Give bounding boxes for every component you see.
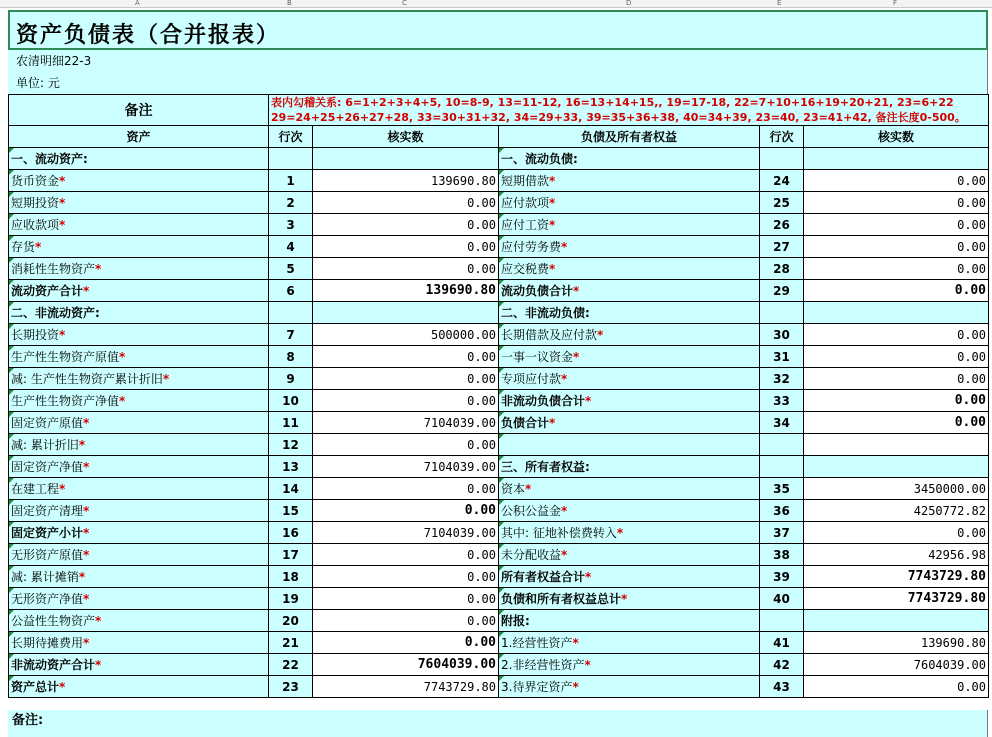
right-label-cell[interactable] (499, 522, 760, 544)
left-label-cell[interactable] (9, 258, 269, 280)
right-label-cell[interactable] (499, 214, 760, 236)
left-item-label: 固定资产原值 (11, 416, 84, 430)
right-label-cell[interactable] (499, 676, 760, 698)
left-value-input[interactable]: 0.00 (313, 346, 499, 368)
left-value-input[interactable]: 0.00 (313, 258, 499, 280)
right-item-label: 一、流动负债: (501, 152, 578, 166)
right-value-input[interactable]: 0.00 (804, 280, 989, 302)
left-value-input[interactable]: 0.00 (313, 478, 499, 500)
left-line-no: 23 (269, 676, 313, 698)
left-label-cell[interactable] (9, 236, 269, 258)
table-row (9, 214, 989, 236)
right-item-label: 2.非经营性资产 (501, 658, 585, 672)
left-line-no: 9 (269, 368, 313, 390)
left-label-cell[interactable] (9, 412, 269, 434)
right-item-label: 非流动负债合计 (501, 394, 586, 408)
table-row (9, 456, 989, 478)
footer-note: 备注: (12, 713, 44, 728)
left-item-label: 无形资产净值 (11, 592, 84, 606)
right-line-no: 27 (760, 236, 804, 258)
required-mark: * (621, 592, 628, 606)
required-mark: * (59, 328, 66, 342)
right-line-no: 43 (760, 676, 804, 698)
right-line-no: 28 (760, 258, 804, 280)
right-label-cell[interactable] (499, 610, 760, 632)
right-label-cell[interactable] (499, 390, 760, 412)
table-row (9, 390, 989, 412)
table-row (9, 236, 989, 258)
left-item-label: 货币资金 (11, 174, 60, 188)
required-mark: * (119, 394, 126, 408)
left-line-no (269, 148, 313, 170)
left-item-label: 减: 累计折旧 (11, 438, 79, 452)
left-line-no: 3 (269, 214, 313, 236)
required-mark: * (561, 240, 568, 254)
right-label-cell[interactable] (499, 566, 760, 588)
right-label-cell[interactable] (499, 236, 760, 258)
required-mark: * (78, 438, 86, 452)
header-verified2[interactable]: 核实数 (804, 126, 989, 148)
left-line-no: 14 (269, 478, 313, 500)
right-value-input[interactable]: 0.00 (804, 258, 989, 280)
left-line-no: 17 (269, 544, 313, 566)
left-label-cell[interactable] (9, 566, 269, 588)
left-item-label: 固定资产小计 (11, 526, 84, 540)
left-value-input[interactable]: 500000.00 (313, 324, 499, 346)
table-row (9, 324, 989, 346)
left-value-input[interactable]: 0.00 (313, 632, 499, 654)
table-row (9, 676, 989, 698)
right-line-no: 38 (760, 544, 804, 566)
right-value-input[interactable] (804, 302, 989, 324)
right-value-input[interactable]: 42956.98 (804, 544, 989, 566)
left-item-label: 一、流动资产: (11, 152, 88, 166)
required-mark: * (95, 262, 102, 276)
right-item-label: 应交税费 (501, 262, 550, 276)
left-label-cell[interactable] (9, 654, 269, 676)
left-item-label: 应收款项 (11, 218, 60, 232)
right-label-cell[interactable] (499, 258, 760, 280)
left-label-cell[interactable] (9, 170, 269, 192)
left-label-cell[interactable] (9, 192, 269, 214)
note-label: 备注 (124, 103, 153, 119)
header-verified[interactable]: 核实数 (313, 126, 499, 148)
right-label-cell[interactable] (499, 148, 760, 170)
left-label-cell[interactable] (9, 280, 269, 302)
left-value-input[interactable]: 0.00 (313, 214, 499, 236)
left-line-no (269, 302, 313, 324)
right-value-input[interactable]: 0.00 (804, 214, 989, 236)
left-label-cell[interactable] (9, 456, 269, 478)
left-item-label: 生产性生物资产原值 (11, 350, 120, 364)
right-line-no (760, 148, 804, 170)
right-line-no: 37 (760, 522, 804, 544)
table-row (9, 478, 989, 500)
required-mark: * (83, 548, 90, 562)
left-item-label: 长期待摊费用 (11, 636, 84, 650)
left-label-cell[interactable] (9, 588, 269, 610)
right-item-label: 附报: (501, 614, 530, 628)
right-label-cell[interactable] (499, 588, 760, 610)
right-value-input[interactable]: 0.00 (804, 346, 989, 368)
table-row (9, 566, 989, 588)
required-mark: * (59, 174, 66, 188)
left-line-no: 15 (269, 500, 313, 522)
right-item-label: 所有者权益合计 (501, 570, 586, 584)
left-item-label: 长期投资 (11, 328, 60, 342)
required-mark: * (83, 526, 90, 540)
table-row (9, 170, 989, 192)
required-mark: * (597, 328, 604, 342)
note-row (9, 95, 989, 126)
left-label-cell[interactable] (9, 610, 269, 632)
table-row (9, 258, 989, 280)
header-asset[interactable]: 资产 (9, 126, 269, 148)
right-value-input[interactable] (804, 610, 989, 632)
left-item-label: 减: 生产性生物资产累计折旧 (11, 372, 163, 386)
left-line-no: 8 (269, 346, 313, 368)
right-line-no: 34 (760, 412, 804, 434)
right-label-cell[interactable] (499, 346, 760, 368)
required-mark: * (572, 636, 579, 650)
required-mark: * (549, 174, 556, 188)
left-value-input[interactable] (313, 148, 499, 170)
right-item-label: 流动负债合计 (501, 284, 574, 298)
right-line-no: 36 (760, 500, 804, 522)
table-row (9, 434, 989, 456)
required-mark: * (549, 416, 556, 430)
required-mark: * (83, 416, 90, 430)
left-line-no: 18 (269, 566, 313, 588)
note-rule-cell[interactable] (269, 95, 989, 126)
left-label-cell[interactable] (9, 522, 269, 544)
left-value-input[interactable]: 0.00 (313, 500, 499, 522)
left-value-input[interactable]: 7604039.00 (313, 654, 499, 676)
required-mark: * (59, 482, 66, 496)
right-item-label: 三、所有者权益: (501, 460, 590, 474)
right-line-no: 25 (760, 192, 804, 214)
col-letter-a[interactable]: A (135, 0, 140, 7)
right-label-cell[interactable] (499, 632, 760, 654)
header-liab[interactable]: 负债及所有者权益 (499, 126, 760, 148)
required-mark: * (83, 284, 90, 298)
required-mark: * (584, 658, 591, 672)
left-value-input[interactable]: 0.00 (313, 390, 499, 412)
required-mark: * (83, 504, 90, 518)
unit-line: 单位: 元 (16, 76, 60, 90)
unit-cell[interactable] (8, 72, 988, 94)
required-mark: * (573, 350, 580, 364)
table-row (9, 192, 989, 214)
right-value-input[interactable]: 139690.80 (804, 632, 989, 654)
right-value-input[interactable] (804, 148, 989, 170)
balance-sheet-table (8, 94, 989, 698)
left-value-input[interactable]: 139690.80 (313, 170, 499, 192)
report-title: 资产负债表（合并报表） (16, 23, 281, 48)
left-item-label: 公益性生物资产 (11, 614, 96, 628)
title-cell[interactable] (8, 10, 988, 50)
left-label-cell[interactable] (9, 324, 269, 346)
required-mark: * (616, 526, 624, 540)
left-line-no: 12 (269, 434, 313, 456)
left-label-cell[interactable] (9, 368, 269, 390)
table-row (9, 522, 989, 544)
left-label-cell[interactable] (9, 478, 269, 500)
footer-note-cell[interactable] (8, 710, 988, 737)
table-row (9, 302, 989, 324)
header-line[interactable]: 行次 (269, 126, 313, 148)
required-mark: * (83, 460, 90, 474)
right-value-input[interactable] (804, 456, 989, 478)
left-line-no: 16 (269, 522, 313, 544)
col-letter-f[interactable]: F (893, 0, 898, 7)
right-value-input[interactable]: 7743729.80 (804, 588, 989, 610)
left-label-cell[interactable] (9, 544, 269, 566)
left-label-cell[interactable] (9, 434, 269, 456)
left-value-input[interactable]: 0.00 (313, 368, 499, 390)
table-row (9, 632, 989, 654)
left-line-no: 2 (269, 192, 313, 214)
table-row (9, 544, 989, 566)
column-header-bar (0, 0, 992, 8)
required-mark: * (549, 262, 556, 276)
table-row (9, 368, 989, 390)
required-mark: * (162, 372, 170, 386)
right-label-cell[interactable] (499, 280, 760, 302)
right-line-no: 30 (760, 324, 804, 346)
note-label-cell[interactable] (9, 95, 269, 126)
left-value-input[interactable]: 0.00 (313, 434, 499, 456)
left-line-no: 19 (269, 588, 313, 610)
right-line-no: 40 (760, 588, 804, 610)
left-label-cell[interactable] (9, 500, 269, 522)
right-line-no: 42 (760, 654, 804, 676)
right-line-no: 39 (760, 566, 804, 588)
right-item-label: 专项应付款 (501, 372, 562, 386)
left-value-input[interactable]: 0.00 (313, 566, 499, 588)
right-line-no (760, 302, 804, 324)
right-line-no: 41 (760, 632, 804, 654)
required-mark: * (561, 548, 568, 562)
required-mark: * (585, 394, 592, 408)
required-mark: * (549, 196, 556, 210)
header-line2[interactable]: 行次 (760, 126, 804, 148)
left-line-no: 6 (269, 280, 313, 302)
right-line-no (760, 610, 804, 632)
left-line-no: 20 (269, 610, 313, 632)
right-item-label: 应付工资 (501, 218, 550, 232)
left-label-cell[interactable] (9, 390, 269, 412)
left-value-input[interactable]: 0.00 (313, 544, 499, 566)
left-item-label: 非流动资产合计 (11, 658, 96, 672)
left-item-label: 固定资产清理 (11, 504, 84, 518)
right-label-cell[interactable] (499, 654, 760, 676)
right-line-no: 35 (760, 478, 804, 500)
left-label-cell[interactable] (9, 632, 269, 654)
right-label-cell[interactable] (499, 368, 760, 390)
right-line-no: 33 (760, 390, 804, 412)
required-mark: * (83, 592, 90, 606)
right-value-input[interactable]: 4250772.82 (804, 500, 989, 522)
right-value-input[interactable]: 0.00 (804, 236, 989, 258)
right-value-input[interactable]: 0.00 (804, 368, 989, 390)
left-line-no: 10 (269, 390, 313, 412)
required-mark: * (561, 504, 568, 518)
left-value-input[interactable]: 0.00 (313, 588, 499, 610)
header-row (9, 126, 989, 148)
right-item-label: 应付劳务费 (501, 240, 562, 254)
required-mark: * (83, 636, 90, 650)
right-value-input[interactable]: 0.00 (804, 676, 989, 698)
right-line-no: 32 (760, 368, 804, 390)
right-item-label: 负债合计 (501, 416, 550, 430)
left-value-input[interactable]: 0.00 (313, 192, 499, 214)
col-letter-c[interactable]: C (402, 0, 407, 7)
left-line-no: 13 (269, 456, 313, 478)
right-value-input[interactable] (804, 434, 989, 456)
right-line-no: 31 (760, 346, 804, 368)
col-letter-e[interactable]: E (777, 0, 782, 7)
right-label-cell[interactable] (499, 324, 760, 346)
right-item-label: 资本 (501, 482, 526, 496)
required-mark: * (525, 482, 532, 496)
right-line-no (760, 456, 804, 478)
required-mark: * (561, 372, 568, 386)
right-item-label: 公积公益金 (501, 504, 562, 518)
left-item-label: 消耗性生物资产 (11, 262, 96, 276)
right-item-label: 其中: 征地补偿费转入 (501, 526, 617, 540)
right-item-label: 负债和所有者权益总计 (501, 592, 622, 606)
left-item-label: 无形资产原值 (11, 548, 84, 562)
right-value-input[interactable]: 0.00 (804, 390, 989, 412)
right-item-label: 未分配收益 (501, 548, 562, 562)
left-label-cell[interactable] (9, 676, 269, 698)
required-mark: * (549, 218, 556, 232)
right-value-input[interactable]: 0.00 (804, 324, 989, 346)
left-item-label: 生产性生物资产净值 (11, 394, 120, 408)
left-item-label: 短期投资 (11, 196, 60, 210)
left-item-label: 二、非流动资产: (11, 306, 100, 320)
left-label-cell[interactable] (9, 214, 269, 236)
org-line: 农清明细22-3 (16, 54, 92, 68)
table-row (9, 346, 989, 368)
right-line-no: 26 (760, 214, 804, 236)
left-item-label: 流动资产合计 (11, 284, 84, 298)
required-mark: * (59, 680, 66, 694)
left-line-no: 4 (269, 236, 313, 258)
note-rule-line2: 29=24+25+26+27+28, 33=30+31+32, 34=29+33, 39=35+36+38, 40=34+39, 23=40, 23=41+42, 备注长度0-500。 (271, 111, 966, 124)
required-mark: * (95, 658, 102, 672)
left-value-input[interactable]: 7104039.00 (313, 412, 499, 434)
col-letter-b[interactable]: B (287, 0, 292, 7)
table-row (9, 412, 989, 434)
left-line-no: 5 (269, 258, 313, 280)
right-label-cell[interactable] (499, 412, 760, 434)
right-label-cell[interactable] (499, 500, 760, 522)
required-mark: * (95, 614, 102, 628)
left-value-input[interactable]: 0.00 (313, 610, 499, 632)
right-item-label: 长期借款及应付款 (501, 328, 598, 342)
required-mark: * (59, 196, 66, 210)
org-cell[interactable] (8, 50, 988, 72)
table-row (9, 610, 989, 632)
table-row (9, 654, 989, 676)
required-mark: * (573, 284, 580, 298)
left-item-label: 固定资产净值 (11, 460, 84, 474)
required-mark: * (572, 680, 579, 694)
left-item-label: 在建工程 (11, 482, 60, 496)
col-letter-d[interactable]: D (626, 0, 632, 7)
right-item-label: 1.经营性资产 (501, 636, 573, 650)
right-label-cell[interactable] (499, 170, 760, 192)
left-value-input[interactable]: 139690.80 (313, 280, 499, 302)
required-mark: * (59, 218, 66, 232)
right-item-label: 二、非流动负债: (501, 306, 590, 320)
right-label-cell[interactable] (499, 434, 760, 456)
right-label-cell[interactable] (499, 302, 760, 324)
left-item-label: 资产总计 (11, 680, 60, 694)
table-row (9, 500, 989, 522)
left-label-cell[interactable] (9, 148, 269, 170)
right-value-input[interactable]: 7604039.00 (804, 654, 989, 676)
left-label-cell[interactable] (9, 302, 269, 324)
right-line-no (760, 434, 804, 456)
right-item-label: 应付款项 (501, 196, 550, 210)
left-label-cell[interactable] (9, 346, 269, 368)
right-label-cell[interactable] (499, 478, 760, 500)
left-item-label: 存货 (11, 240, 36, 254)
right-value-input[interactable]: 0.00 (804, 192, 989, 214)
left-item-label: 减: 累计摊销 (11, 570, 79, 584)
table-row (9, 148, 989, 170)
right-item-label: 一事一议资金 (501, 350, 574, 364)
right-value-input[interactable]: 0.00 (804, 412, 989, 434)
right-label-cell[interactable] (499, 192, 760, 214)
right-value-input[interactable]: 7743729.80 (804, 566, 989, 588)
left-line-no: 11 (269, 412, 313, 434)
left-value-input[interactable]: 7743729.80 (313, 676, 499, 698)
left-value-input[interactable]: 7104039.00 (313, 456, 499, 478)
left-value-input[interactable]: 0.00 (313, 236, 499, 258)
table-row (9, 588, 989, 610)
right-value-input[interactable]: 0.00 (804, 522, 989, 544)
left-line-no: 1 (269, 170, 313, 192)
right-value-input[interactable]: 0.00 (804, 170, 989, 192)
note-rule-line1: 表内勾稽关系: 6=1+2+3+4+5, 10=8-9, 13=11-12, 16=13+14+15,, 19=17-18, 22=7+10+16+19+20+21, 23=6+22 (271, 96, 954, 109)
right-item-label: 短期借款 (501, 174, 550, 188)
required-mark: * (585, 570, 592, 584)
right-label-cell[interactable] (499, 544, 760, 566)
right-line-no: 24 (760, 170, 804, 192)
right-line-no: 29 (760, 280, 804, 302)
required-mark: * (35, 240, 42, 254)
right-label-cell[interactable] (499, 456, 760, 478)
right-item-label: 3.待界定资产 (501, 680, 573, 694)
required-mark: * (78, 570, 86, 584)
left-line-no: 21 (269, 632, 313, 654)
table-row (9, 280, 989, 302)
left-value-input[interactable]: 7104039.00 (313, 522, 499, 544)
left-line-no: 22 (269, 654, 313, 676)
required-mark: * (119, 350, 126, 364)
right-value-input[interactable]: 3450000.00 (804, 478, 989, 500)
left-line-no: 7 (269, 324, 313, 346)
left-value-input[interactable] (313, 302, 499, 324)
